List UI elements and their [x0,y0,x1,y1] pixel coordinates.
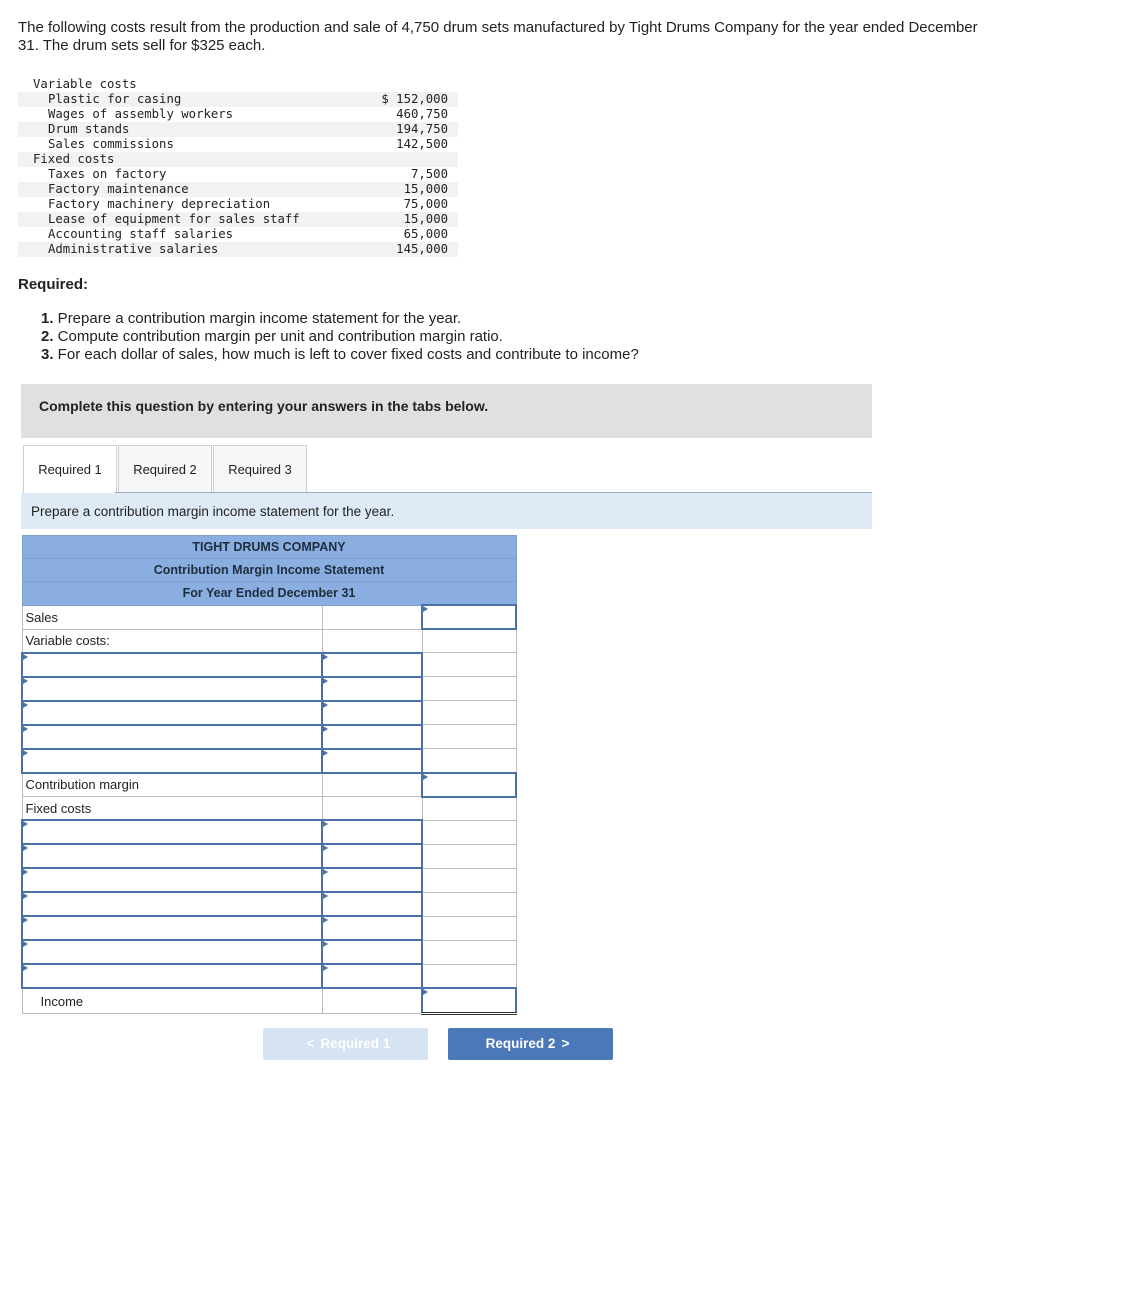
empty-cell [422,749,516,773]
fixed-cost-label-input[interactable] [22,892,322,916]
empty-cell [422,892,516,916]
variable-cost-label-input[interactable] [22,701,322,725]
fixed-cost-label-input[interactable] [22,844,322,868]
empty-cell [422,629,516,653]
empty-cell [422,844,516,868]
chevron-left-icon: < [306,1036,315,1051]
cost-row: Factory machinery depreciation 75,000 [48,197,448,211]
variable-cost-label-input[interactable] [22,677,322,701]
variable-costs-row [22,629,516,653]
variable-cost-label-input[interactable] [22,653,322,677]
variable-cost-amount-input[interactable] [322,749,422,773]
empty-cell [422,820,516,844]
variable-costs-label: Variable costs: [22,629,322,653]
income-label: Income [22,988,322,1014]
required-heading: Required: [18,276,89,293]
empty-cell [322,797,422,821]
chevron-right-icon: > [561,1036,570,1051]
fixed-cost-amount-input[interactable] [322,940,422,964]
fixed-cost-input-row [22,892,516,916]
variable-cost-input-row [22,701,516,725]
tab-required-3[interactable]: Required 3 [213,445,307,492]
income-row [22,988,516,1014]
instructions-banner: Complete this question by entering your answers in the tabs below. [21,384,872,438]
fixed-cost-label-input[interactable] [22,868,322,892]
next-required-button[interactable]: Required 2 > [448,1028,613,1060]
variable-cost-input-row [22,677,516,701]
cost-row: Sales commissions 142,500 [48,137,448,151]
fixed-cost-amount-input[interactable] [322,916,422,940]
fixed-cost-amount-input[interactable] [322,844,422,868]
fixed-cost-amount-input[interactable] [322,868,422,892]
required-item: 1. Prepare a contribution margin income statement for the year. [41,310,462,327]
fixed-cost-amount-input[interactable] [322,892,422,916]
cost-row: Drum stands 194,750 [18,122,458,137]
empty-cell [322,605,422,629]
statement-title: Contribution Margin Income Statement [22,559,516,582]
fixed-cost-amount-input[interactable] [322,820,422,844]
variable-cost-amount-input[interactable] [322,701,422,725]
variable-cost-label-input[interactable] [22,725,322,749]
fixed-cost-label-input[interactable] [22,940,322,964]
cost-row: Accounting staff salaries 65,000 [48,227,448,241]
empty-cell [322,773,422,797]
contribution-margin-label: Contribution margin [22,773,322,797]
cost-row: Lease of equipment for sales staff 15,000 [18,212,458,227]
empty-cell [422,940,516,964]
variable-cost-label-input[interactable] [22,749,322,773]
fixed-cost-label-input[interactable] [22,820,322,844]
cost-data-table [18,77,458,257]
income-amount-input[interactable] [422,988,516,1014]
variable-cost-amount-input[interactable] [322,677,422,701]
statement-header-row [22,582,516,606]
sales-amount-input[interactable] [422,605,516,629]
tab-required-2[interactable]: Required 2 [118,445,212,492]
empty-cell [322,988,422,1014]
empty-cell [422,653,516,677]
empty-cell [422,797,516,821]
required-list [41,310,639,364]
income-statement-table [21,535,517,1015]
fixed-cost-input-row [22,940,516,964]
empty-cell [322,629,422,653]
empty-cell [422,964,516,988]
required-item: 3. For each dollar of sales, how much is left to cover fixed costs and contribute to income? [41,346,639,363]
cost-row: Administrative salaries 145,000 [18,242,458,257]
empty-cell [422,725,516,749]
contribution-margin-input[interactable] [422,773,516,797]
problem-intro: The following costs result from the production and sale of 4,750 drum sets manufactured by Tight Drums Company for the year ended December 31. The drum sets sell for $325 each. [18,19,978,54]
tab-required-1[interactable]: Required 1 [23,445,117,494]
cost-row: Factory maintenance 15,000 [18,182,458,197]
variable-cost-input-row [22,725,516,749]
empty-cell [422,677,516,701]
fixed-cost-input-row [22,820,516,844]
empty-cell [422,916,516,940]
cost-row: Wages of assembly workers 460,750 [48,107,448,121]
statement-header-row [22,536,516,559]
variable-cost-amount-input[interactable] [322,653,422,677]
fixed-cost-input-row [22,868,516,892]
required-item: 2. Compute contribution margin per unit and contribution margin ratio. [41,328,503,345]
company-name: TIGHT DRUMS COMPANY [22,536,516,559]
fixed-cost-input-row [22,964,516,988]
variable-cost-amount-input[interactable] [322,725,422,749]
variable-cost-input-row [22,653,516,677]
fixed-cost-amount-input[interactable] [322,964,422,988]
fixed-costs-label: Fixed costs [22,797,322,821]
cost-row: Taxes on factory 7,500 [48,167,448,181]
fixed-cost-label-input[interactable] [22,916,322,940]
empty-cell [422,701,516,725]
variable-cost-input-row [22,749,516,773]
contribution-margin-row [22,773,516,797]
tab-instruction: Prepare a contribution margin income statement for the year. [21,493,872,529]
cost-row: Plastic for casing $ 152,000 [18,92,458,107]
fixed-costs-row [22,797,516,821]
statement-header-row [22,559,516,582]
statement-period: For Year Ended December 31 [22,582,516,606]
variable-costs-header: Variable costs [33,77,137,91]
fixed-cost-input-row [22,916,516,940]
prev-required-button[interactable]: < Required 1 [263,1028,428,1060]
empty-cell [422,868,516,892]
sales-row [22,605,516,629]
fixed-cost-label-input[interactable] [22,964,322,988]
sales-label: Sales [22,605,322,629]
fixed-cost-input-row [22,844,516,868]
fixed-costs-header: Fixed costs [18,152,458,167]
